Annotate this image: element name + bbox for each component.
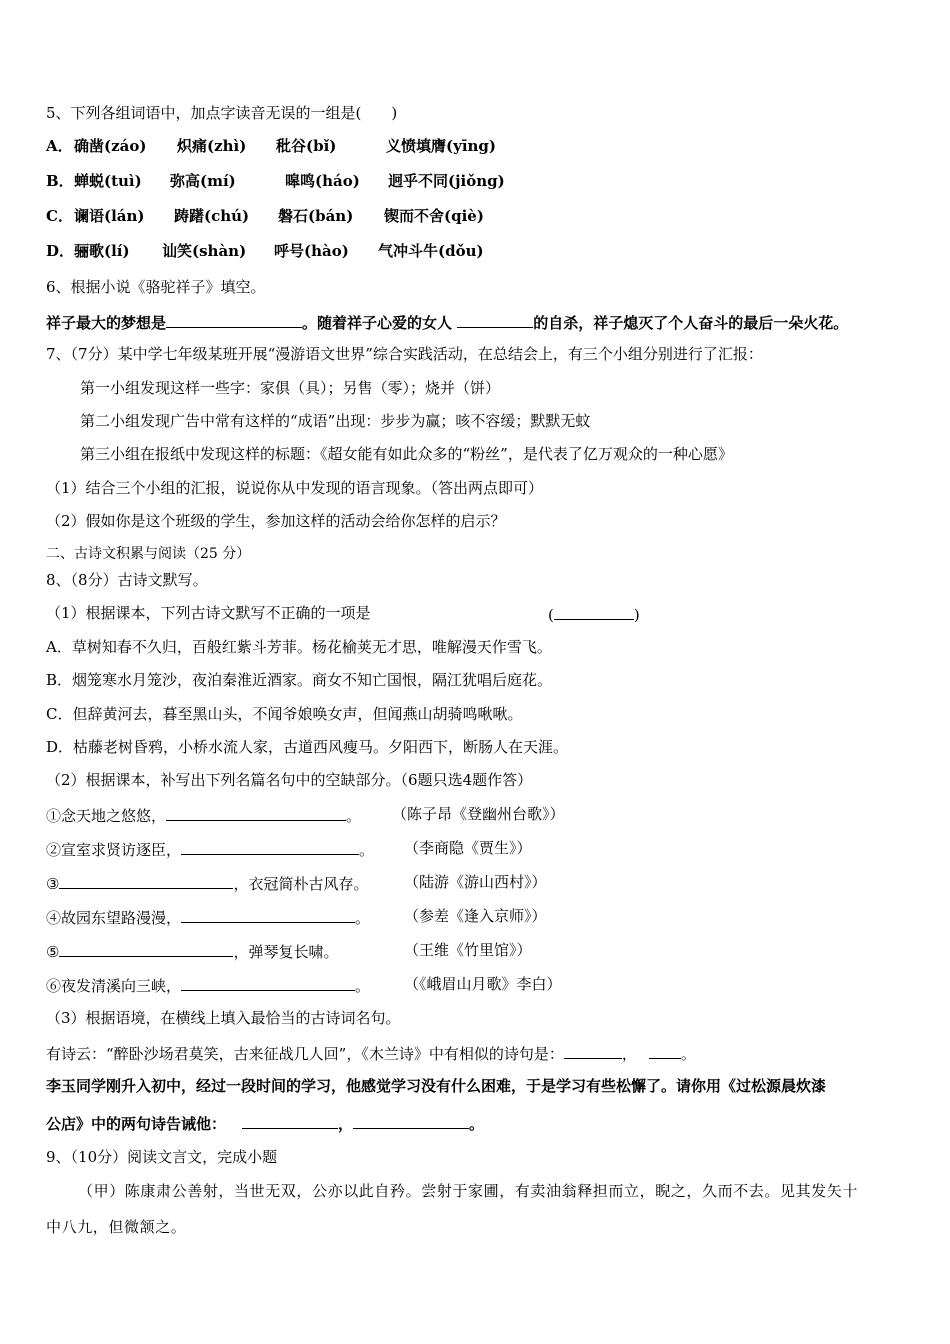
q8-fill-2 — [46, 838, 374, 860]
q9-passage-line-2: 中八九，但微颔之。 — [46, 1218, 187, 1236]
option-word: 炽痛(zhì) — [177, 137, 247, 155]
fill-suffix: 。 — [346, 807, 362, 825]
story-sep: ， — [338, 1115, 354, 1133]
fill-prefix: ⑤ — [46, 943, 60, 961]
q7-group-1: 第一小组发现这样一些字：家俱（具）；另售（零）；烧并（饼） — [80, 379, 501, 397]
q8-story-line-1: 李玉同学刚升入初中，经过一段时间的学习，他感觉学习没有什么困难，于是学习有些松懈了。请你用《过松源晨炊漆 — [46, 1077, 827, 1095]
option-word: 呼号(hào) — [274, 242, 349, 260]
q7-group-2: 第二小组发现广告中常有这样的“成语”出现：步步为赢；咳不容缓；默默无蚊 — [80, 412, 591, 430]
story-end: 。 — [469, 1115, 485, 1133]
q7-stem: 7、（7分）某中学七年级某班开展“漫游语文世界”综合实践活动，在总结会上，有三个小组分别进行了汇报： — [46, 345, 763, 363]
answer-blank[interactable] — [166, 311, 302, 328]
option-label: A． — [46, 137, 73, 155]
option-label: D． — [46, 242, 75, 260]
answer-blank[interactable] — [181, 838, 359, 855]
story-text: 公店》中的两句诗告诫他： — [46, 1115, 227, 1133]
fill-suffix: 。 — [355, 909, 371, 927]
q8-option-c: C．但辞黄河去，暮至黑山头，不闻爷娘唤女声，但闻燕山胡骑鸣啾啾。 — [46, 705, 523, 723]
option-word: 锲而不舍(qiè) — [384, 207, 484, 225]
poem-end: 。 — [680, 1045, 696, 1063]
q5-option-b — [46, 171, 926, 191]
q8-fill-6 — [46, 974, 370, 996]
option-word: 迥乎不同(jiǒng) — [388, 172, 505, 190]
fill-suffix: ，弹琴复长啸。 — [233, 943, 339, 961]
q5-option-d — [46, 241, 926, 261]
q5-option-c — [46, 206, 926, 226]
paren-open: ( — [548, 606, 554, 624]
q8-fill-4 — [46, 906, 370, 928]
fill-prefix: ④故园东望路漫漫， — [46, 909, 182, 927]
q5-option-a — [46, 136, 926, 156]
q8-option-a: A．草树知春不久归，百般红紫斗芳菲。杨花榆荚无才思，唯解漫天作雪飞。 — [46, 638, 552, 656]
q8-part-2: （2）根据课本，补写出下列名篇名句中的空缺部分。（6题只选4题作答） — [46, 771, 533, 789]
option-word: 嗥鸣(háo) — [285, 172, 360, 190]
fill-suffix: 。 — [359, 841, 375, 859]
option-word: 讪笑(shàn) — [162, 242, 247, 260]
fill-source: （参差《逢入京师》） — [404, 907, 547, 925]
option-word: 弥高(mí) — [170, 172, 236, 190]
option-word: 气冲斗牛(dǒu) — [378, 242, 484, 260]
q9-passage-line-1: （甲）陈康肃公善射，当世无双，公亦以此自矜。尝射于家圃，有卖油翁释担而立，睨之，久而不去。见其发矢十 — [78, 1182, 859, 1200]
q8-poem-line — [46, 1042, 696, 1064]
option-word: 确凿(záo) — [74, 137, 147, 155]
answer-blank[interactable] — [59, 872, 233, 889]
option-label: B． — [46, 172, 74, 190]
q8-part-1: （1）根据课本，下列古诗文默写不正确的一项是 — [46, 604, 371, 622]
answer-blank[interactable] — [181, 906, 355, 923]
poem-comma: ， — [621, 1045, 637, 1063]
option-word: 踌躇(chú) — [174, 207, 250, 225]
answer-blank[interactable] — [59, 940, 233, 957]
q6-fill-line — [46, 311, 848, 333]
fill-prefix: ①念天地之悠悠， — [46, 807, 167, 825]
q8-fill-3 — [46, 872, 368, 894]
answer-blank[interactable] — [181, 974, 355, 991]
poem-text: 有诗云：“醉卧沙场君莫笑，古来征战几人回”，《木兰诗》中有相似的诗句是： — [46, 1045, 564, 1063]
fill-source: （陈子昂《登幽州台歌》） — [392, 805, 565, 823]
answer-blank[interactable] — [353, 1112, 469, 1129]
fill-source: （《峨眉山月歌》李白） — [404, 975, 562, 993]
answer-blank[interactable] — [554, 603, 634, 620]
fill-source: （王维《竹里馆》） — [404, 941, 532, 959]
q8-option-b: B．烟笼寒水月笼沙，夜泊秦淮近酒家。商女不知亡国恨，隔江犹唱后庭花。 — [46, 671, 553, 689]
option-word: 秕谷(bǐ) — [276, 137, 337, 155]
q6-text-b: 。随着祥子心爱的女人 — [302, 314, 458, 332]
fill-prefix: ⑥夜发清溪向三峡， — [46, 977, 182, 995]
option-word: 义愤填膺(yīng) — [386, 137, 497, 155]
option-word: 谰语(lán) — [74, 207, 145, 225]
q7-group-3: 第三小组在报纸中发现这样的标题：《超女能有如此众多的“粉丝”，是代表了亿万观众的一种心愿》 — [80, 445, 733, 463]
option-word: 蝉蜕(tuì) — [74, 172, 142, 190]
q7-sub-2: （2）假如你是这个班级的学生，参加这样的活动会给你怎样的启示？ — [46, 512, 506, 530]
fill-prefix: ③ — [46, 875, 60, 893]
q8-stem: 8、（8分）古诗文默写。 — [46, 571, 208, 589]
answer-blank[interactable] — [649, 1042, 681, 1059]
q6-text-a: 祥子最大的梦想是 — [46, 314, 167, 332]
q8-story-line-2 — [46, 1112, 484, 1134]
q8-part-3: （3）根据语境，在横线上填入最恰当的古诗词名句。 — [46, 1009, 401, 1027]
section-heading: 二、古诗文积累与阅读（25 分） — [46, 546, 251, 562]
fill-source: （李商隐《贾生》） — [404, 839, 532, 857]
fill-suffix: 。 — [355, 977, 371, 995]
answer-blank[interactable] — [166, 804, 346, 821]
option-word: 磐石(bán) — [278, 207, 354, 225]
q6-text-c: 的自杀，祥子熄灭了个人奋斗的最后一朵火花。 — [533, 314, 849, 332]
q5-stem: 5、下列各组词语中，加点字读音无误的一组是( ) — [46, 104, 398, 122]
answer-blank[interactable] — [242, 1112, 338, 1129]
answer-blank[interactable] — [564, 1042, 622, 1059]
q7-sub-1: （1）结合三个小组的汇报，说说你从中发现的语言现象。（答出两点即可） — [46, 479, 544, 497]
q8-option-d: D．枯藤老树昏鸦，小桥水流人家，古道西风瘦马。夕阳西下，断肠人在天涯。 — [46, 738, 569, 756]
q8-fill-5 — [46, 940, 338, 962]
q8-answer-paren — [548, 603, 640, 625]
fill-suffix: ，衣冠简朴古风存。 — [233, 875, 369, 893]
option-word: 骊歌(lí) — [74, 242, 130, 260]
q6-stem: 6、根据小说《骆驼祥子》填空。 — [46, 278, 266, 296]
option-label: C． — [46, 207, 73, 225]
paren-close: ) — [633, 606, 640, 624]
answer-blank[interactable] — [457, 311, 533, 328]
q9-stem: 9、（10分）阅读文言文，完成小题 — [46, 1148, 278, 1166]
q8-fill-1 — [46, 804, 361, 826]
fill-prefix: ②宣室求贤访逐臣， — [46, 841, 182, 859]
fill-source: （陆游《游山西村》） — [404, 873, 547, 891]
